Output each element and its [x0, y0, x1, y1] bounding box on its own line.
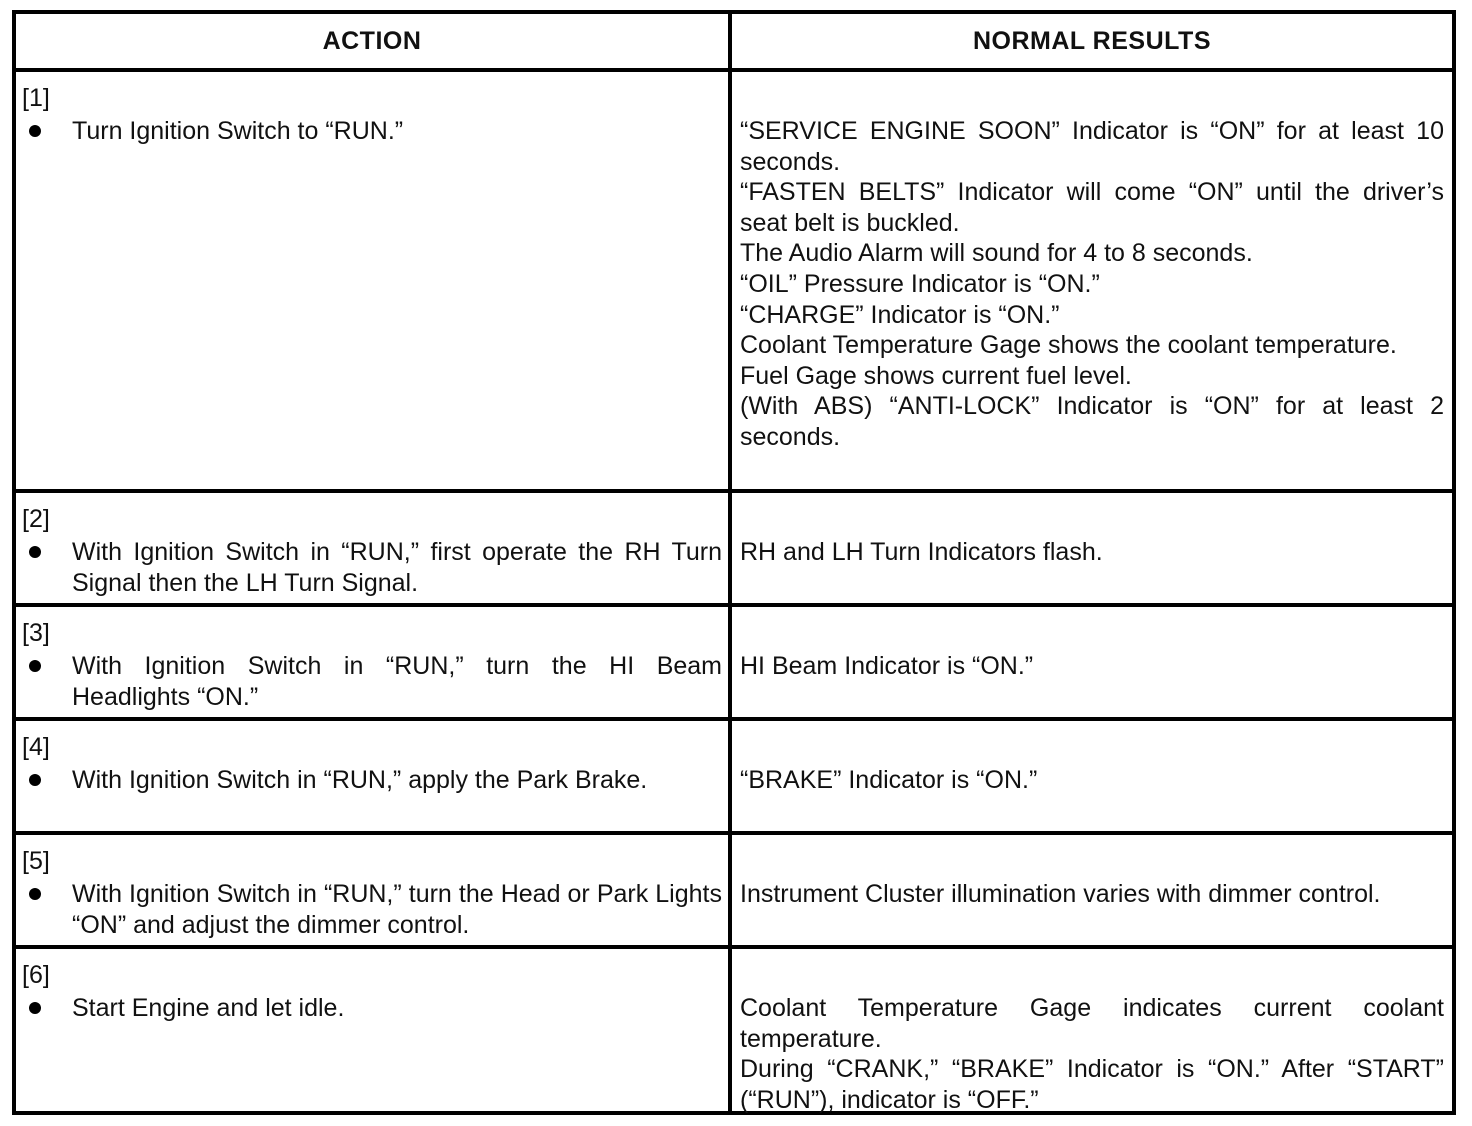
result-line: The Audio Alarm will sound for 4 to 8 seconds. — [740, 239, 1253, 268]
result-line: Fuel Gage shows current fuel level. — [740, 361, 1132, 390]
step-number: [2] — [22, 505, 50, 533]
bullet-icon — [29, 546, 41, 558]
action-text: With Ignition Switch in “RUN,” turn the Head or Park Lights “ON” and adjust the dimmer control. — [72, 880, 722, 939]
table-row — [16, 72, 1452, 493]
result-line: Instrument Cluster illumination varies with dimmer control. — [740, 880, 1381, 908]
result-text-block — [740, 879, 1444, 910]
result-line: HI Beam Indicator is “ON.” — [740, 652, 1034, 680]
step-number: [6] — [22, 961, 50, 989]
result-line: Coolant Temperature Gage indicates current coolant temperature. — [740, 994, 1444, 1053]
step-number: [5] — [22, 847, 50, 875]
result-text-block — [740, 765, 1444, 796]
result-text-block — [740, 651, 1444, 682]
result-cell — [732, 835, 1452, 945]
result-cell — [732, 72, 1452, 489]
bullet-icon — [29, 888, 41, 900]
result-text-block — [740, 993, 1444, 1115]
table-row — [16, 721, 1452, 835]
action-cell — [16, 72, 732, 489]
result-line: RH and LH Turn Indicators flash. — [740, 538, 1103, 566]
result-text-block — [740, 116, 1444, 453]
action-text: With Ignition Switch in “RUN,” turn the HI Beam Headlights “ON.” — [72, 652, 722, 711]
table-row — [16, 949, 1452, 1114]
step-number: [3] — [22, 619, 50, 647]
action-cell — [16, 493, 732, 603]
procedure-table — [12, 10, 1456, 1115]
result-cell — [732, 607, 1452, 717]
result-line: “CHARGE” Indicator is “ON.” — [740, 300, 1060, 329]
result-cell — [732, 949, 1452, 1114]
result-line: “OIL” Pressure Indicator is “ON.” — [740, 269, 1100, 298]
action-text: Turn Ignition Switch to “RUN.” — [72, 117, 404, 145]
step-number: [4] — [22, 733, 50, 761]
table-header-row — [16, 14, 1452, 72]
bullet-icon — [29, 1002, 41, 1014]
action-cell — [16, 607, 732, 717]
action-text: With Ignition Switch in “RUN,” first operate the RH Turn Signal then the LH Turn Signal. — [72, 538, 722, 597]
bullet-icon — [29, 660, 41, 672]
table-row — [16, 493, 1452, 607]
result-text-block — [740, 537, 1444, 568]
step-number: [1] — [22, 84, 50, 112]
result-cell — [732, 493, 1452, 603]
result-line: (With ABS) “ANTI-LOCK” Indicator is “ON” for at least 2 seconds. — [740, 392, 1444, 451]
result-line: “BRAKE” Indicator is “ON.” — [740, 766, 1038, 794]
action-cell — [16, 835, 732, 945]
action-text: With Ignition Switch in “RUN,” apply the Park Brake. — [72, 766, 648, 794]
header-action: ACTION — [16, 14, 732, 68]
result-line: During “CRANK,” “BRAKE” Indicator is “ON.” After “START” (“RUN”), indicator is “OFF.” — [740, 1055, 1444, 1114]
action-cell — [16, 721, 732, 831]
table-row — [16, 835, 1452, 949]
result-line: “SERVICE ENGINE SOON” Indicator is “ON” for at least 10 seconds. — [740, 117, 1444, 176]
bullet-icon — [29, 774, 41, 786]
action-text: Start Engine and let idle. — [72, 994, 345, 1022]
table-row — [16, 607, 1452, 721]
result-cell — [732, 721, 1452, 831]
result-line: “FASTEN BELTS” Indicator will come “ON” until the driver’s seat belt is buckled. — [740, 178, 1444, 237]
header-results: NORMAL RESULTS — [972, 26, 1212, 55]
action-cell — [16, 949, 732, 1111]
bullet-icon — [29, 125, 41, 137]
result-line: Coolant Temperature Gage shows the coolant temperature. — [740, 331, 1397, 360]
